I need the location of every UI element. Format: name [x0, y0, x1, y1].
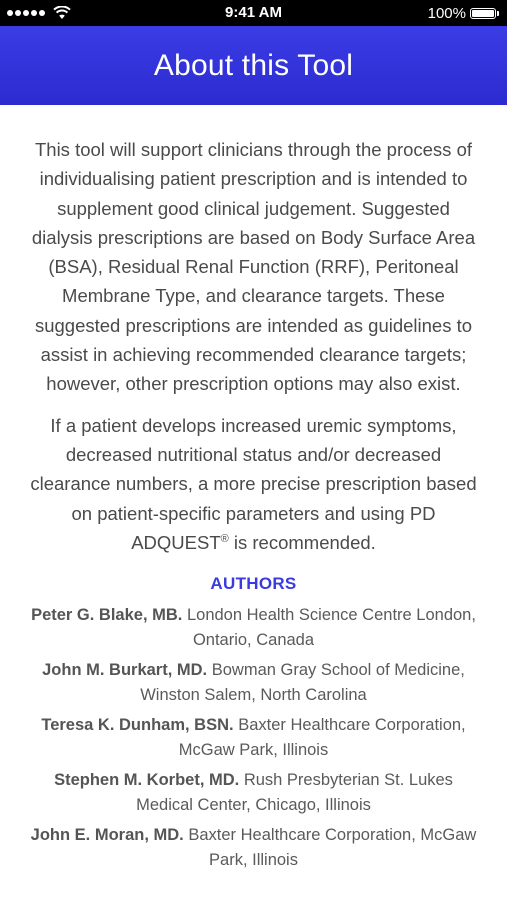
author-affiliation: Baxter Healthcare Corporation, McGaw Park, Illinois	[188, 826, 477, 869]
author-name: Stephen M. Korbet, MD.	[54, 771, 240, 790]
battery-icon	[470, 8, 496, 19]
authors-heading: AUTHORS	[210, 574, 297, 594]
author-item	[28, 713, 479, 762]
battery-cap	[497, 11, 499, 16]
author-name: John E. Moran, MD.	[30, 826, 184, 845]
recommendation-paragraph	[28, 411, 479, 557]
recommendation-text-end: is recommended.	[228, 531, 376, 553]
author-item	[28, 658, 479, 707]
header-bar	[0, 26, 507, 105]
author-name: John M. Burkart, MD.	[42, 661, 208, 680]
status-right	[428, 0, 499, 26]
page-title: About this Tool	[153, 48, 354, 82]
author-name: Teresa K. Dunham, BSN.	[41, 716, 234, 735]
author-affiliation: Rush Presbyterian St. Lukes Medical Center, Chicago, Illinois	[136, 771, 453, 814]
author-item	[28, 603, 479, 652]
author-item	[28, 823, 479, 872]
author-affiliation: Baxter Healthcare Corporation, McGaw Park, Illinois	[178, 716, 466, 759]
status-bar	[0, 0, 507, 26]
intro-paragraph: This tool will support clinicians through the process of individualising patient prescription and is intended to supplement good clinical judgement. Suggested dialysis prescriptions are based on Body Surface Area (BSA), Residual Renal Function (RRF), Peritoneal Membrane Type, and clearance targets. These suggested prescriptions are intended as guidelines to assist in achieving recommended clearance targets; however, other prescription options may also exist.	[31, 139, 476, 395]
battery-percent: 100%	[427, 4, 466, 22]
author-affiliation: Bowman Gray School of Medicine, Winston Salem, North Carolina	[140, 661, 465, 704]
about-content	[0, 135, 507, 872]
author-affiliation: London Health Science Centre London, Ontario, Canada	[186, 606, 476, 649]
registered-mark: ®	[220, 532, 229, 545]
author-item	[28, 768, 479, 817]
author-list	[28, 603, 479, 872]
status-time: 9:41 AM	[225, 4, 282, 21]
author-name: Peter G. Blake, MB.	[31, 606, 183, 625]
recommendation-text: If a patient develops increased uremic symptoms, decreased nutritional status and/or decreased clearance numbers, a more precise prescription based on patient-specific parameters and using PD ADQUEST	[30, 414, 477, 553]
